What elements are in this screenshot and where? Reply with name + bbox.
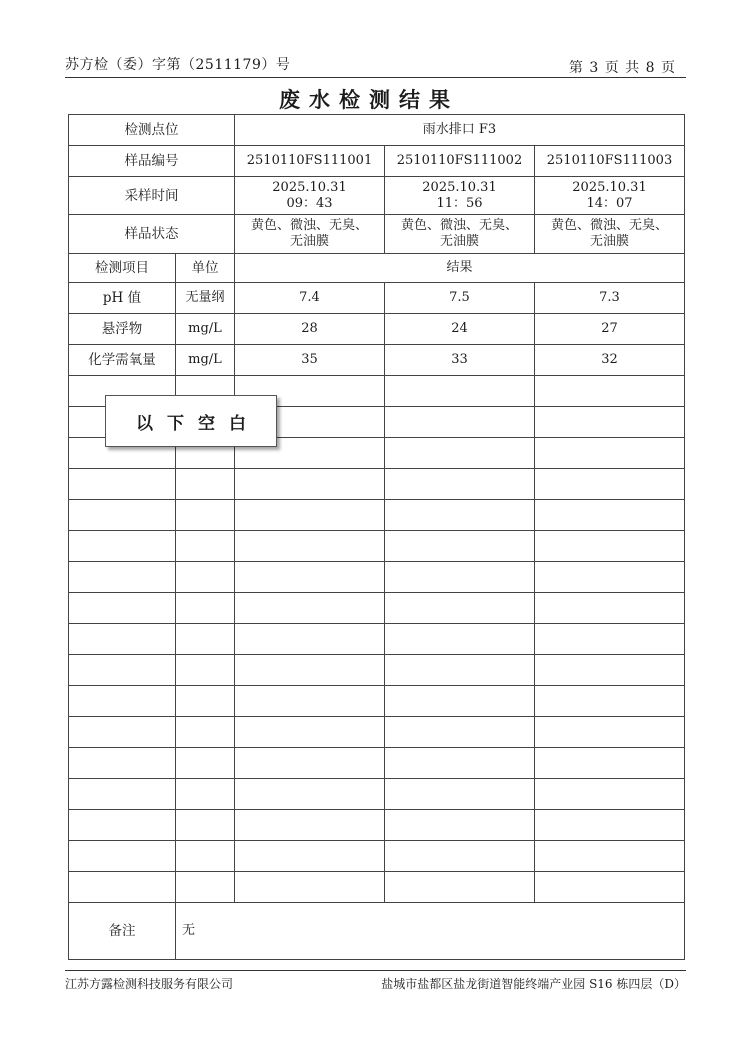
sampling-time-3 [535,177,685,215]
result-value: 7.5 [385,283,535,314]
item-name: 悬浮物 [69,314,176,345]
remark-label: 备注 [69,903,176,960]
sample-state-row [69,215,685,254]
blank-row [69,531,685,562]
sample-no-row [69,146,685,177]
sample-state-label: 样品状态 [69,215,235,254]
report-number: 苏方检（委）字第（2511179）号 [65,57,291,73]
blank-row [69,469,685,500]
results-table [68,114,685,960]
sample-state-1 [235,215,385,254]
point-value: 雨水排口 F3 [235,115,685,146]
sampling-date: 2025.10.31 [272,179,347,195]
item-unit: mg/L [176,314,235,345]
point-row [69,115,685,146]
sample-state-line: 无油膜 [289,234,329,249]
item-unit: 无量纲 [176,283,235,314]
sampling-clock: 09：43 [286,195,333,211]
sample-no-3: 2510110FS111003 [535,146,685,177]
blank-row [69,779,685,810]
blank-row [69,717,685,748]
sample-state-line: 黄色、微浊、无臭、 [400,218,518,233]
footer-divider [65,970,686,971]
blank-row [69,810,685,841]
result-value: 7.4 [235,283,385,314]
sampling-time-row [69,177,685,215]
sample-state-line: 黄色、微浊、无臭、 [550,218,668,233]
unit-header: 单位 [176,254,235,283]
result-value: 7.3 [535,283,685,314]
page-title: 废水检测结果 [279,87,459,112]
sample-no-1: 2510110FS111001 [235,146,385,177]
sampling-date: 2025.10.31 [572,179,647,195]
point-label: 检测点位 [69,115,235,146]
result-header: 结果 [235,254,685,283]
blank-row [69,562,685,593]
sampling-time-1 [235,177,385,215]
table-row [69,283,685,314]
blank-row [69,624,685,655]
sample-no-2: 2510110FS111002 [385,146,535,177]
sample-state-line: 无油膜 [439,234,479,249]
blank-row [69,655,685,686]
blank-row [69,841,685,872]
item-name: 化学需氧量 [69,345,176,376]
item-header: 检测项目 [69,254,176,283]
remark-value: 无 [176,903,685,960]
result-value: 35 [235,345,385,376]
sample-state-2 [385,215,535,254]
blank-row [69,500,685,531]
sampling-clock: 11：56 [436,195,483,211]
sample-no-label: 样品编号 [69,146,235,177]
table-row [69,314,685,345]
sampling-clock: 14：07 [586,195,633,211]
sample-state-line: 黄色、微浊、无臭、 [250,218,368,233]
blank-below-stamp: 以下空白 [105,395,277,447]
blank-row [69,686,685,717]
sampling-date: 2025.10.31 [422,179,497,195]
item-name: pH 值 [69,283,176,314]
result-value: 28 [235,314,385,345]
result-value: 27 [535,314,685,345]
result-value: 32 [535,345,685,376]
result-value: 33 [385,345,535,376]
result-value: 24 [385,314,535,345]
table-row [69,345,685,376]
column-header-row [69,254,685,283]
item-unit: mg/L [176,345,235,376]
sampling-time-2 [385,177,535,215]
header-divider [65,77,686,78]
remark-row [69,903,685,960]
sampling-time-label: 采样时间 [69,177,235,215]
company-name: 江苏方露检测科技服务有限公司 [65,977,234,991]
page-info: 第 3 页 共 8 页 [568,60,676,76]
sample-state-line: 无油膜 [589,234,629,249]
blank-row [69,748,685,779]
blank-row [69,872,685,903]
blank-row [69,593,685,624]
sample-state-3 [535,215,685,254]
company-address: 盐城市盐都区盐龙街道智能终端产业园 S16 栋四层（D） [381,977,686,991]
